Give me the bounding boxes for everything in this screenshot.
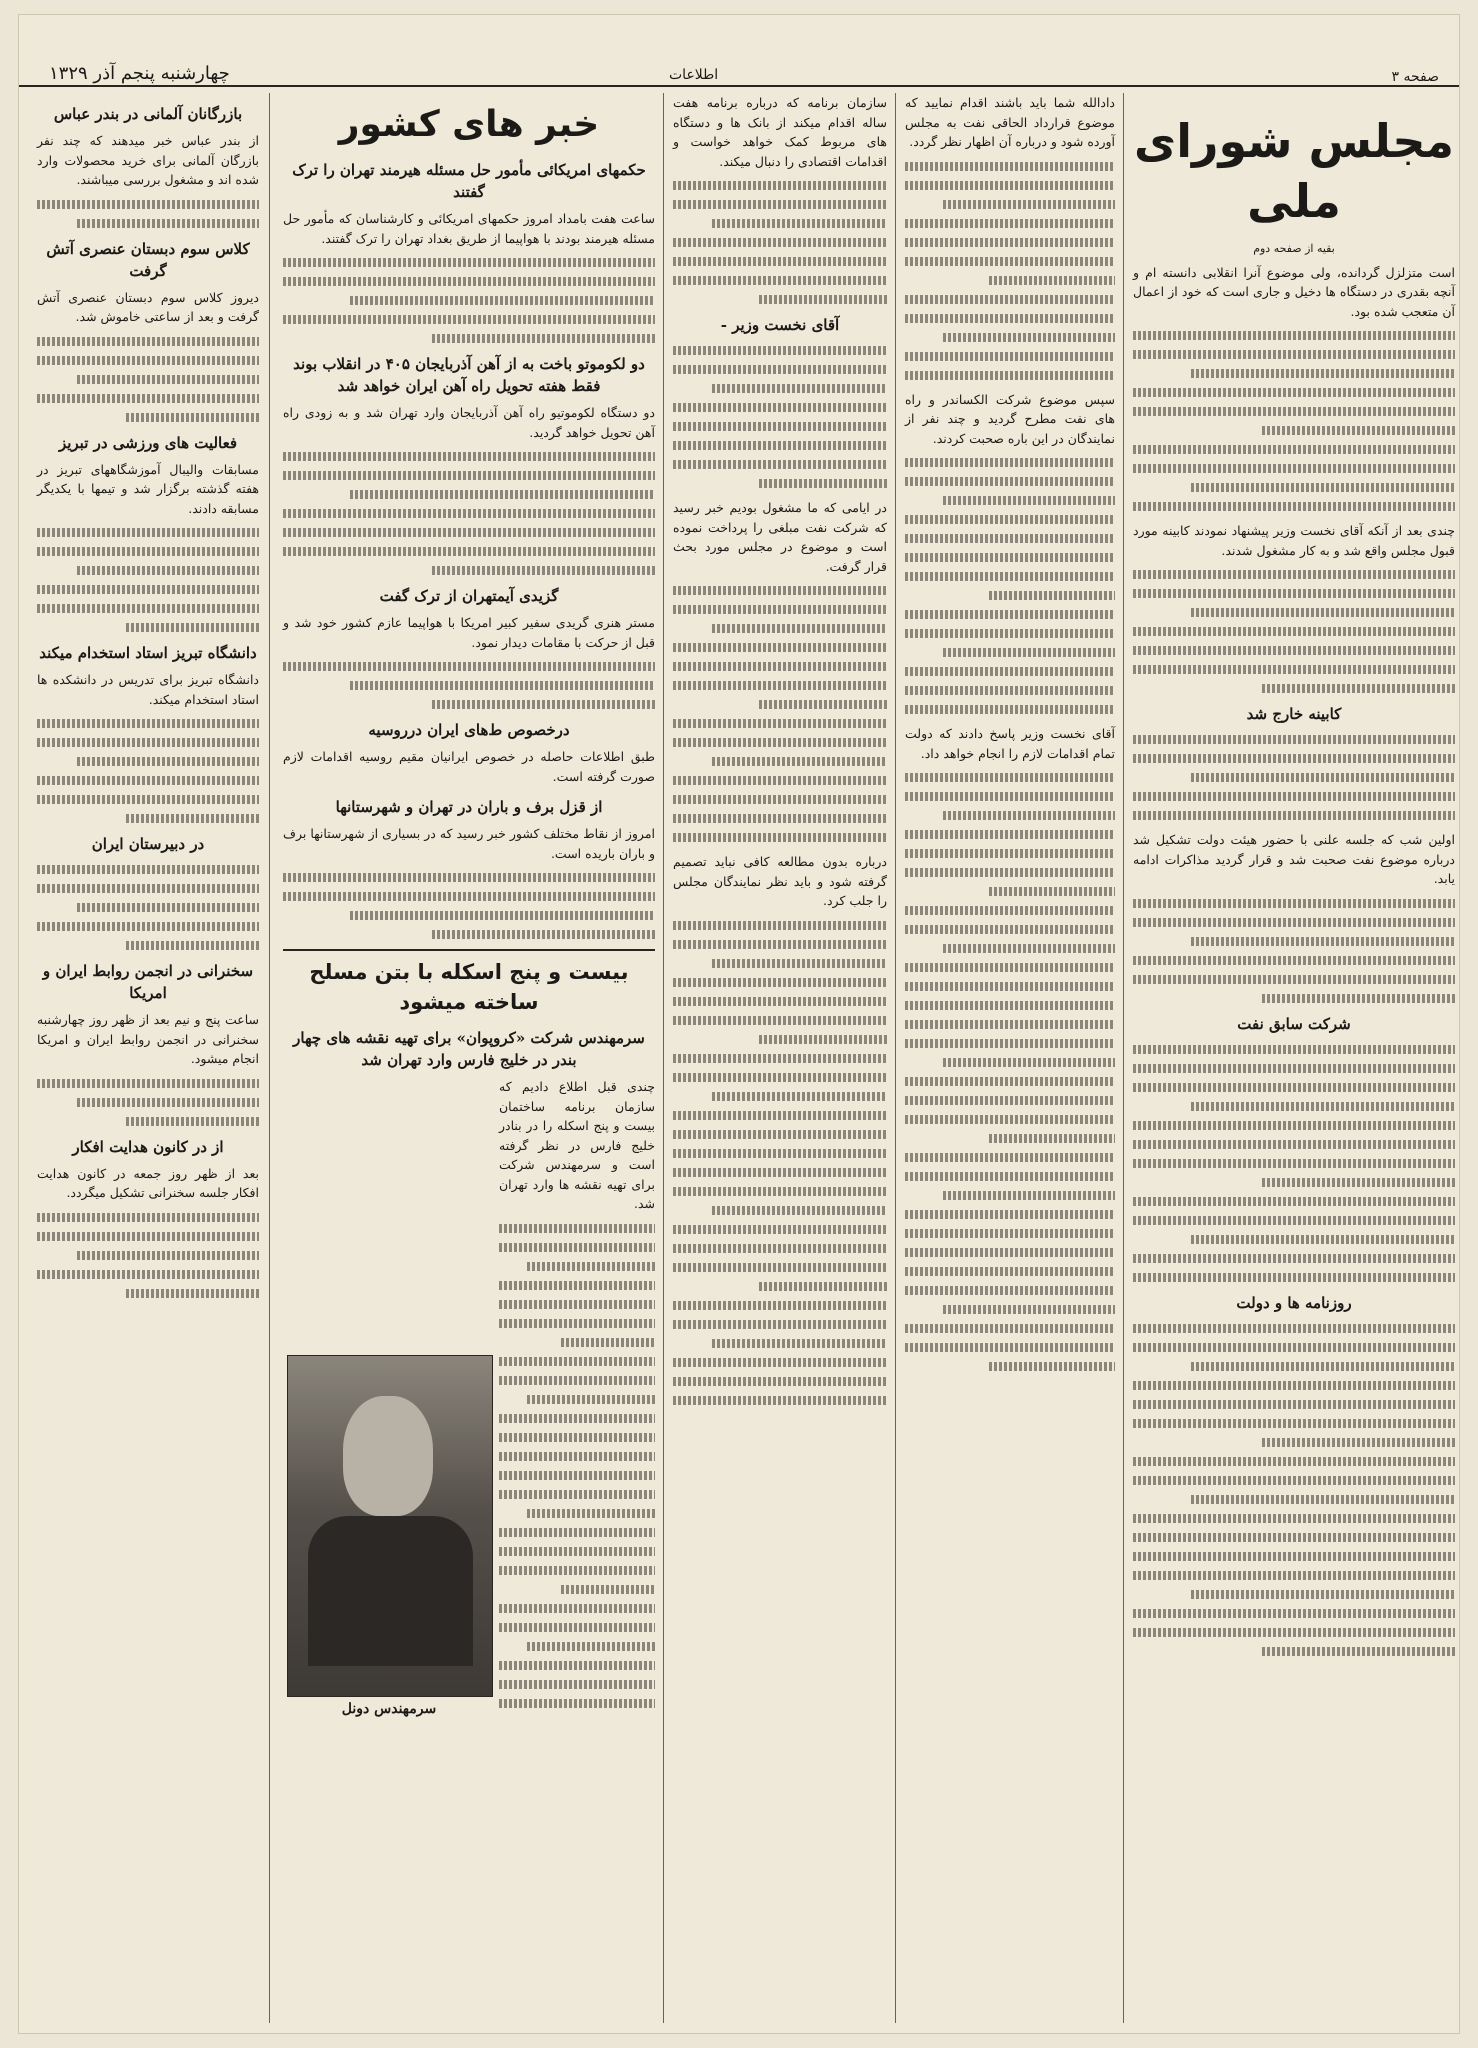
news-paragraph: ساعت هفت بامداد امروز حکمهای امریکائی و کارشناسان که مأمور حل مسئله هیرمند بودند با هواپیما از طریق بغداد تهران را ترک گفتند. bbox=[283, 211, 655, 246]
brief-subhead: از در کانون هدایت افکار bbox=[72, 1137, 224, 1156]
brief-subhead: بازرگانان آلمانی در بندر عباس bbox=[53, 105, 243, 123]
newspaper-page bbox=[18, 14, 1460, 2034]
subhead-prime-minister: آقای نخست وزیر - bbox=[720, 316, 840, 334]
column-majlis bbox=[1127, 93, 1461, 2023]
brief-subhead: سخنرانی در انجمن روابط ایران و امریکا bbox=[42, 962, 254, 1002]
majlis-subhead: کابینه خارج شد bbox=[1246, 705, 1342, 723]
majlis-paragraph: است متزلزل گردانده، ولی موضوع آنرا انقلابی دانسته ام و آنچه بقدری در دستگاه ها دخیل و جاری است که خود از اعمال آن متعجب شده بود. bbox=[1133, 264, 1455, 319]
issue-date: چهارشنبه پنجم آذر ۱۳۲۹ bbox=[49, 63, 230, 84]
majlis-subhead: شرکت سابق نفت bbox=[1237, 1014, 1351, 1033]
news-paragraph: طبق اطلاعات حاصله در خصوص ایرانیان مقیم روسیه اقدامات لازم صورت گرفته است. bbox=[283, 749, 655, 784]
news-subhead: حکمهای امریکائی مأمور حل مسئله هیرمند تهران را ترک گفتند bbox=[292, 161, 646, 201]
brief-paragraph: ساعت پنج و نیم بعد از ظهر روز چهارشنبه سخنرانی در انجمن روابط ایران و امریکا انجام میشود. bbox=[37, 1012, 259, 1066]
brief-subhead: فعالیت های ورزشی در تبریز bbox=[58, 433, 238, 452]
news-paragraph: دو دستگاه لکوموتیو راه آهن آذربایجان وارد تهران شد و به زودی راه آهن تحویل خواهد گردید. bbox=[283, 405, 655, 440]
section-headline: خبر های کشور bbox=[338, 104, 600, 145]
article-paragraph: درباره بدون مطالعه کافی نباید تصمیم گرفته شود و باید نظر نمایندگان مجلس را جلب کرد. bbox=[673, 854, 887, 908]
brief-paragraph: مسابقات والیبال آموزشگاههای تبریز در هفته گذشته برگزار شد و تیمها با یکدیگر مسابقه دادند. bbox=[37, 461, 259, 516]
masthead-strip bbox=[19, 15, 1459, 87]
page-label: صفحه ۳ bbox=[1391, 69, 1439, 85]
brief-subhead: دانشگاه تبریز استاد استخدام میکند bbox=[39, 644, 257, 662]
news-subhead: دو لکوموتو باخت به از آهن آذربایجان ۴۰۵ در انقلاب بوند فقط هفته تحویل راه آهن ایران خواهد شد bbox=[293, 355, 645, 395]
news-subhead: گزیدی آیمتهران از ترک گفت bbox=[379, 587, 559, 605]
majlis-paragraph: اولین شب که جلسه علنی با حضور هیئت دولت تشکیل شد درباره موضوع نفت صحبت شد و قرار گردید مذاکرات ادامه یابد. bbox=[1133, 832, 1455, 886]
majlis-subhead: روزنامه ها و دولت bbox=[1236, 1293, 1352, 1312]
article-paragraph: سازمان برنامه که درباره برنامه هفت ساله اقدام میکند از بانک ها و دستگاه های مربوط کمک خواهد خواست و اقدامات اقتصادی را دنبال میکند. bbox=[673, 95, 887, 169]
article-paragraph: در ایامی که ما مشغول بودیم خبر رسید که شرکت نفت مبلغی را پرداخت نموده است و موضوع در مجلس مورد بحث قرار گرفت. bbox=[673, 500, 887, 574]
news-subhead: از قزل برف و باران در تهران و شهرستانها bbox=[335, 798, 603, 816]
column-country-news bbox=[277, 93, 661, 2023]
banner-subhead: سرمهندس شرکت «کروپوان» برای تهیه نقشه های چهار بندر در خلیج فارس وارد تهران شد bbox=[293, 1029, 645, 1069]
brief-paragraph: بعد از ظهر روز جمعه در کانون هدایت افکار جلسه سخنرانی تشکیل میگردد. bbox=[37, 1165, 259, 1200]
column-e bbox=[31, 93, 265, 2023]
majlis-headline: مجلس شورای ملی bbox=[1134, 114, 1454, 228]
continuation-note: بقیه از صفحه دوم bbox=[1253, 242, 1335, 255]
brief-subhead: کلاس سوم دبستان عنصری آتش گرفت bbox=[46, 239, 250, 280]
banner-headline: بیست و پنج اسکله با بتن مسلح ساخته میشود bbox=[309, 960, 629, 1014]
majlis-paragraph: چندی بعد از آنکه آقای نخست وزیر پیشنهاد نمودند کابینه مورد قبول مجلس واقع شد و به کار مشغول شدند. bbox=[1133, 523, 1455, 558]
article-paragraph: دادالله شما باید باشند اقدام نمایید که موضوع قرارداد الحاقی نفت به مجلس آورده شود و درباره آن اظهار نظر گردد. bbox=[905, 95, 1115, 149]
column-b bbox=[899, 93, 1121, 2023]
news-subhead: درخصوص ط‌های ایران درروسیه bbox=[368, 721, 570, 739]
article-paragraph: سپس موضوع شرکت الکساندر و راه های نفت مطرح گردید و چند نفر از نمایندگان در این باره صحبت کردند. bbox=[905, 391, 1115, 446]
portrait-photo bbox=[287, 1355, 493, 1697]
news-paragraph: چندی قبل اطلاع دادیم که سازمان برنامه ساختمان بیست و پنج اسکله را در بنادر خلیج فارس در نظر گرفته است و سرمهندس شرکت برای تهیه نقشه ها وارد تهران شد. bbox=[499, 1079, 655, 1211]
brief-paragraph: دیروز کلاس سوم دبستان عنصری آتش گرفت و بعد از ساعتی خاموش شد. bbox=[37, 289, 259, 324]
photo-caption: سرمهندس دونل bbox=[341, 1701, 437, 1717]
news-paragraph: امروز از نقاط مختلف کشور خبر رسید که در بسیاری از شهرستانها برف و باران باریده است. bbox=[283, 826, 655, 861]
news-paragraph: مستر هنری گریدی سفیر کبیر امریکا با هواپیما عازم کشور خود شد و قبل از حرکت با مقامات دیدار نمود. bbox=[283, 615, 655, 650]
brief-paragraph: دانشگاه تبریز برای تدریس در دانشکده ها استاد استخدام میکند. bbox=[37, 672, 259, 707]
paper-name: اطلاعات bbox=[669, 67, 719, 83]
brief-subhead: در دبیرستان ایران bbox=[91, 835, 205, 853]
brief-paragraph: از بندر عباس خبر میدهند که چند نفر بازرگان آلمانی برای خرید محصولات وارد شده اند و مشغول بررسی میباشند. bbox=[37, 133, 259, 187]
article-paragraph: آقای نخست وزیر پاسخ دادند که دولت تمام اقدامات لازم را انجام خواهد داد. bbox=[905, 726, 1115, 761]
column-c bbox=[667, 93, 893, 2023]
